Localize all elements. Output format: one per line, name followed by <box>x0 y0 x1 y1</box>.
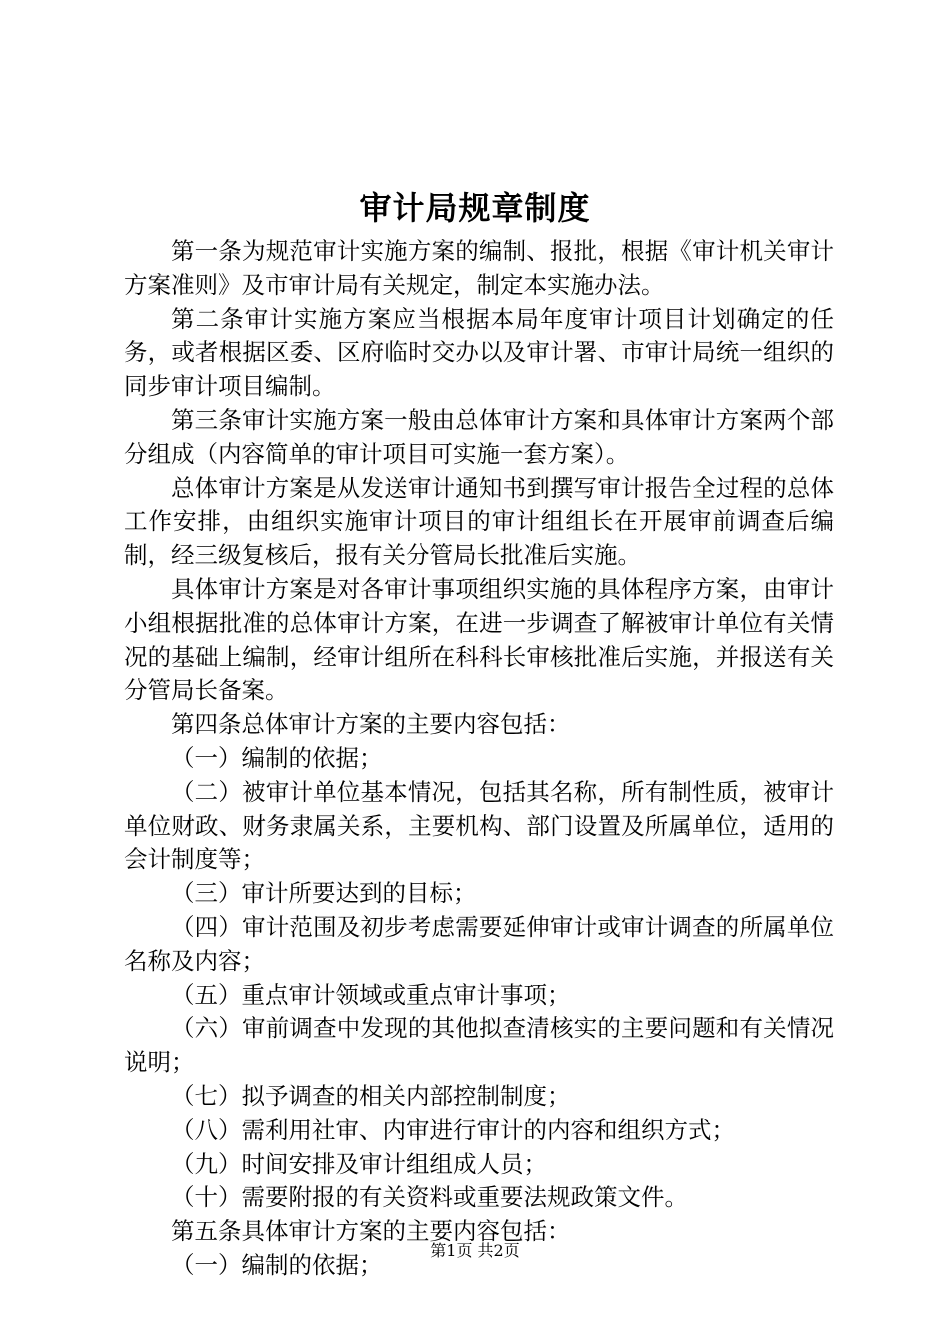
paragraph: 第三条审计实施方案一般由总体审计方案和具体审计方案两个部分组成（内容简单的审计项目可实施一套方案）。 <box>124 405 834 468</box>
paragraph: 第二条审计实施方案应当根据本局年度审计项目计划确定的任务，或者根据区委、区府临时交办以及审计署、市审计局统一组织的同步审计项目编制。 <box>124 304 834 401</box>
paragraph: 总体审计方案是从发送审计通知书到撰写审计报告全过程的总体工作安排，由组织实施审计项目的审计组组长在开展审前调查后编制，经三级复核后，报有关分管局长批准后实施。 <box>124 473 834 570</box>
list-item: （四）审计范围及初步考虑需要延伸审计或审计调查的所属单位名称及内容； <box>124 912 834 975</box>
list-item: （三）审计所要达到的目标； <box>171 879 477 908</box>
list-item: （二）被审计单位基本情况，包括其名称，所有制性质，被审计单位财政、财务隶属关系，主要机构、部门设置及所属单位，适用的会计制度等； <box>124 777 834 874</box>
list-item: （六）审前调查中发现的其他拟查清核实的主要问题和有关情况说明； <box>124 1014 834 1077</box>
list-item: （五）重点审计领域或重点审计事项； <box>171 980 571 1009</box>
document-body <box>124 235 834 1283</box>
paragraph: 第四条总体审计方案的主要内容包括： <box>171 710 571 739</box>
list-item: （一）编制的依据； <box>171 1250 383 1279</box>
page-footer: 第1页 共2页 <box>430 1241 520 1260</box>
list-item: （九）时间安排及审计组组成人员； <box>171 1149 547 1178</box>
paragraph: 第五条具体审计方案的主要内容包括： <box>171 1217 571 1246</box>
paragraph: 具体审计方案是对各审计事项组织实施的具体程序方案，由审计小组根据批准的总体审计方案，在进一步调查了解被审计单位有关情况的基础上编制，经审计组所在科科长审核批准后实施，并报送有关分管局长备案。 <box>124 574 834 705</box>
paragraph: 第一条为规范审计实施方案的编制、报批，根据《审计机关审计方案准则》及市审计局有关规定，制定本实施办法。 <box>124 237 834 299</box>
list-item: （一）编制的依据； <box>171 743 383 772</box>
list-item: （七）拟予调查的相关内部控制制度； <box>171 1081 571 1110</box>
document-title: 审计局规章制度 <box>359 189 591 227</box>
list-item: （八）需利用社审、内审进行审计的内容和组织方式； <box>171 1115 735 1144</box>
list-item: （十）需要附报的有关资料或重要法规政策文件。 <box>171 1183 688 1212</box>
